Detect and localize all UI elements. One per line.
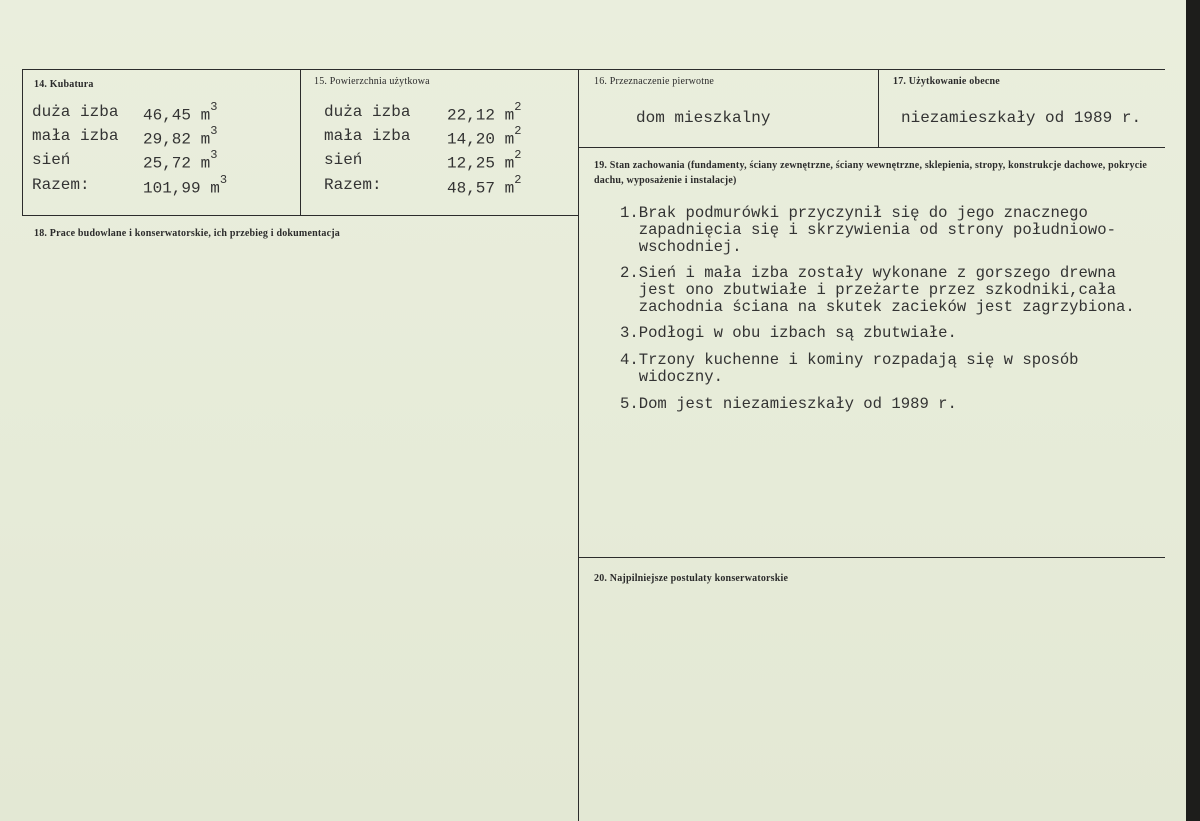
condition-item: 4.Trzony kuchenne i kominy rozpadają się w sposób widoczny. — [620, 351, 1079, 386]
volume-row-value: 29,82 $m^3$ — [143, 124, 218, 149]
condition-item: 2.Sień i mała izba zostały wykonane z gorszego drewna jest ono zbutwiałe i przeżarte przez szkodniki,cała zachodnia ściana na skutek zacieków jest zagrzybiona. — [620, 264, 1135, 316]
current-use-value: niezamieszkały od 1989 r. — [901, 109, 1142, 127]
rule-below-19 — [579, 557, 1165, 558]
area-row-value: 12,25 $m^2$ — [447, 148, 522, 173]
main-divider — [578, 69, 579, 821]
original-purpose-value: dom mieszkalny — [636, 109, 771, 127]
volume-total-name: Razem: — [32, 176, 90, 194]
area-total-value: 48,57 $m^2$ — [447, 173, 522, 198]
condition-item: 3.Podłogi w obu izbach są zbutwiałe. — [620, 324, 957, 342]
section-17-label: 17. Użytkowanie obecne — [893, 76, 1000, 87]
left-border — [22, 69, 23, 216]
area-row-name: duża izba — [324, 103, 411, 121]
volume-row-name: mała izba — [32, 127, 119, 145]
condition-item: 5.Dom jest niezamieszkały od 1989 r. — [620, 395, 957, 413]
area-row-name: mała izba — [324, 127, 411, 145]
volume-row-name: duża izba — [32, 103, 119, 121]
divider-16-17 — [878, 69, 879, 148]
divider-14-15 — [300, 69, 301, 216]
area-row-value: 14,20 $m^2$ — [447, 124, 522, 149]
volume-row-value: 25,72 $m^3$ — [143, 148, 218, 173]
volume-row-name: sień — [32, 151, 71, 169]
top-rule — [22, 69, 1165, 70]
area-total-name: Razem: — [324, 176, 382, 194]
condition-item: 1.Brak podmurówki przyczynił się do jego znacznego zapadnięcia się i skrzywienia od strony południowo- wschodniej. — [620, 204, 1116, 256]
area-row-name: sień — [324, 151, 363, 169]
section-20-label: 20. Najpilniejsze postulaty konserwatorskie — [594, 573, 789, 584]
scan-edge — [1186, 0, 1200, 821]
section-15-label: 15. Powierzchnia użytkowa — [314, 76, 430, 87]
section-14-label: 14. Kubatura — [34, 79, 94, 90]
section-19-label: 19. Stan zachowania (fundamenty, ściany zewnętrzne, ściany wewnętrzne, sklepienia, stropy, konstrukcje dachowe, pokrycie dachu, wyposażenie i instalacje) — [594, 160, 1147, 186]
section-16-label: 16. Przeznaczenie pierwotne — [594, 76, 715, 87]
rule-below-16-17 — [579, 147, 1165, 148]
area-row-value: 22,12 $m^2$ — [447, 100, 522, 125]
volume-total-value: 101,99 $m^3$ — [143, 173, 228, 198]
volume-row-value: 46,45 $m^3$ — [143, 100, 218, 125]
section-18-label: 18. Prace budowlane i konserwatorskie, ich przebieg i dokumentacja — [34, 228, 340, 239]
